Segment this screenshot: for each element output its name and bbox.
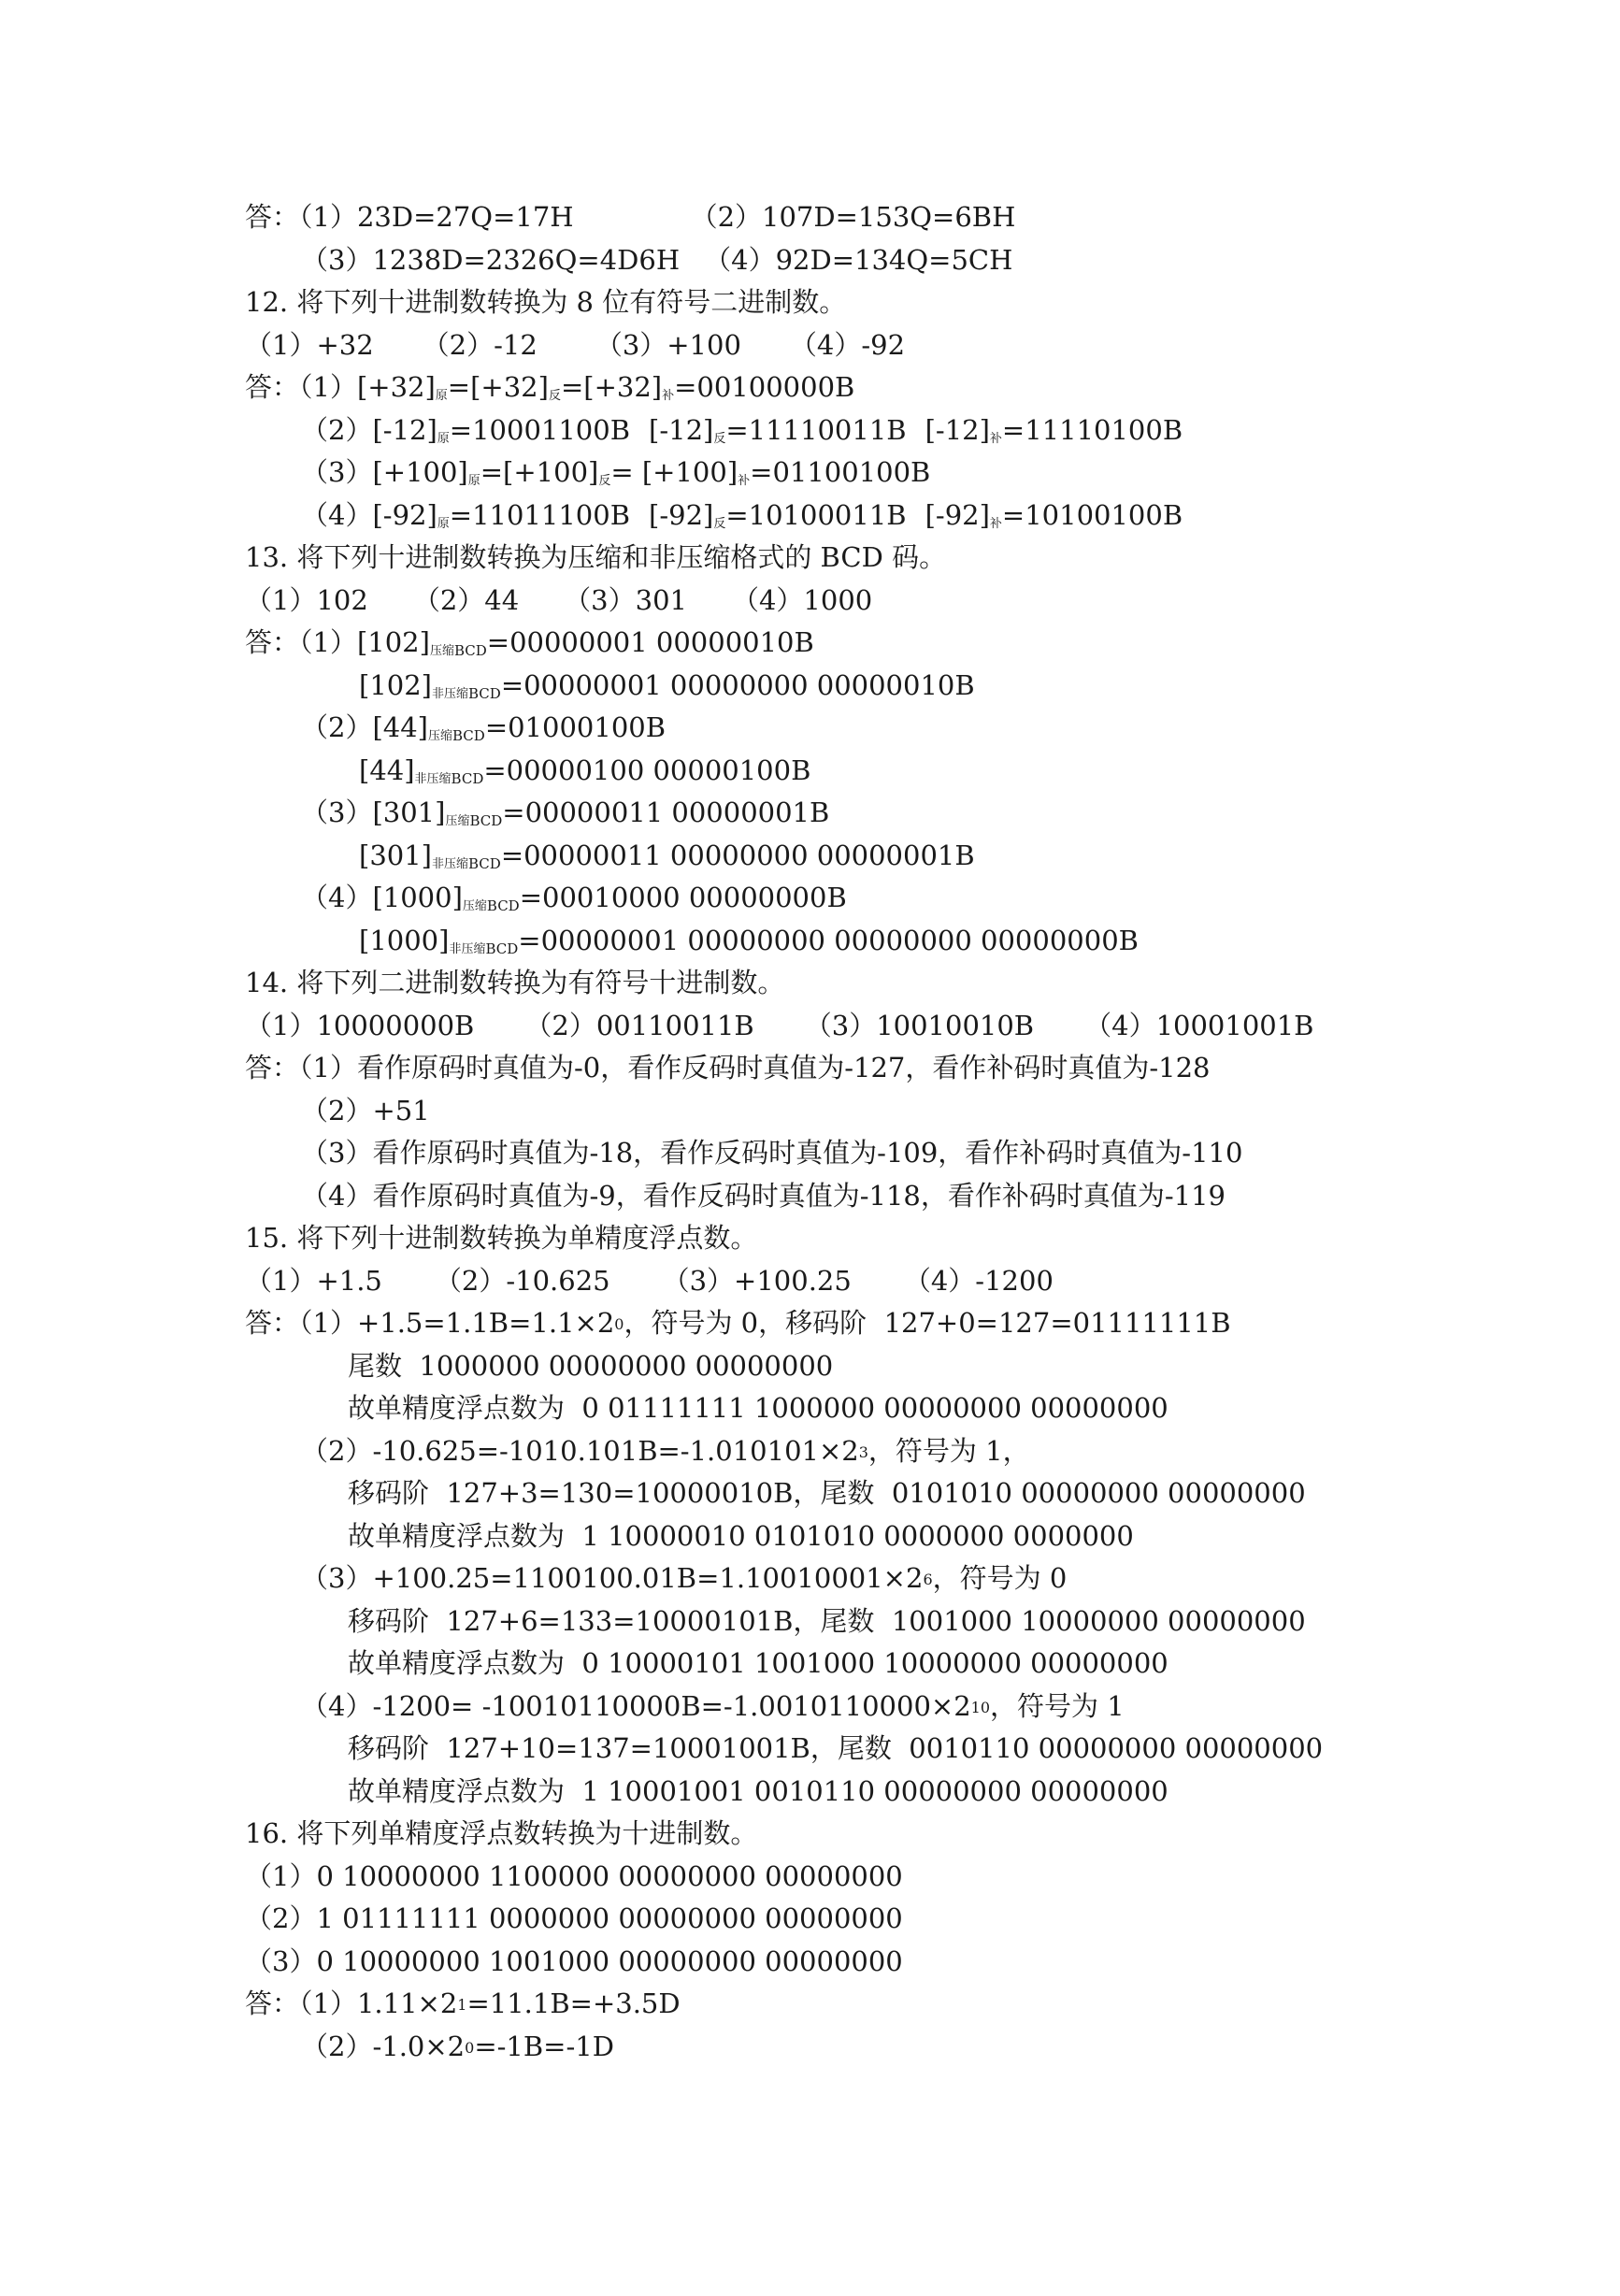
answer-line: （2）[-12] 原 =10001100B [-12] 反 =11110011B [-12] 补 =11110100B	[301, 413, 1183, 446]
answer-line: （2）[44] 压缩 BCD =01000100B	[301, 711, 667, 744]
answer-line: 故单精度浮点数为 0 10000101 1001000 10000000 00000000	[348, 1647, 1168, 1679]
question-items: （1）+1.5 （2）-10.625 （3）+100.25 （4）-1200	[245, 1264, 1054, 1297]
answer-line: （4）[1000] 压缩 BCD =00010000 00000000B	[301, 882, 847, 914]
answer-line: 答：（1）[+32] 原 =[+32] 反 =[+32] 补 =00100000B	[245, 371, 855, 403]
question-heading: 13. 将下列十进制数转换为压缩和非压缩格式的 BCD 码。	[245, 541, 947, 573]
answer-line	[245, 239, 1572, 282]
question-items: （1）10000000B （2）00110011B （3）10010010B （4）10001001B	[245, 1009, 1314, 1041]
answer-line: （3）[+100] 原 =[+100] 反 = [+100] 补 =01100100B	[301, 456, 931, 488]
question-item: （3）0 10000000 1001000 00000000 00000000	[245, 1944, 903, 1977]
question-items: （1）+32 （2）-12 （3）+100 （4）-92	[245, 328, 906, 361]
document-body	[245, 196, 1572, 2068]
answer-line: [44] 非压缩 BCD =00000100 00000100B	[359, 753, 811, 787]
answer-line: （2）-10.625=-1010.101B=-1.010101×2 $^3$ ，符号为 1，	[301, 1434, 1030, 1467]
question-item: （1）0 10000000 1100000 00000000 00000000	[245, 1859, 903, 1892]
answer-line: [301] 非压缩 BCD =00000011 00000000 00000001B	[359, 839, 975, 872]
answer-line: 答：（1）+1.5=1.1B=1.1×2 $^0$ ，符号为 0，移码阶 127+0=127=01111111B	[245, 1307, 1231, 1339]
answer-line: 移码阶 127+3=130=10000010B，尾数 0101010 00000000 00000000	[348, 1477, 1306, 1509]
answer-line: （4）看作原码时真值为-9，看作反码时真值为-118，看作补码时真值为-119	[301, 1179, 1226, 1212]
answer-text: 答：（1）23D=27Q=17H	[245, 201, 574, 233]
answer-line: 答：（1）[102] 压缩 BCD =00000001 00000010B	[245, 626, 814, 659]
question-heading: 12. 将下列十进制数转换为 8 位有符号二进制数。	[245, 286, 847, 318]
question-item: （2）1 01111111 0000000 00000000 00000000	[245, 1902, 903, 1934]
answer-text: （3）1238D=2326Q=4D6H	[301, 243, 681, 276]
answer-text: （4）92D=134Q=5CH	[704, 243, 1013, 276]
answer-line: （4）[-92] 原 =11011100B [-92] 反 =10100011B [-92] 补 =10100100B	[301, 498, 1183, 531]
answer-line: 故单精度浮点数为 0 01111111 1000000 00000000 00000000	[348, 1392, 1168, 1424]
answer-line: （3）[301] 压缩 BCD =00000011 00000001B	[301, 796, 830, 829]
answer-line: （3）+100.25=1100100.01B=1.10010001×2 $^6$ ，符号为 0	[301, 1562, 1068, 1594]
answer-line: 移码阶 127+10=137=10001001B，尾数 0010110 00000000 00000000	[348, 1732, 1324, 1764]
question-heading: 15. 将下列十进制数转换为单精度浮点数。	[245, 1222, 758, 1254]
answer-line	[245, 196, 1572, 239]
question-items: （1）102 （2）44 （3）301 （4）1000	[245, 583, 873, 616]
question-heading: 16. 将下列单精度浮点数转换为十进制数。	[245, 1817, 758, 1849]
answer-line: 答：（1）1.11×2 $^1$ =11.1B=+3.5D	[245, 1987, 681, 2019]
answer-line: （4）-1200= -10010110000B=-1.0010110000×2 $^{10}$ ，符号为 1	[301, 1689, 1125, 1722]
answer-line: （2）-1.0×2 $^0$ =-1B=-1D	[301, 2030, 614, 2062]
answer-line: 故单精度浮点数为 1 10001001 0010110 00000000 00000000	[348, 1774, 1168, 1807]
answer-line: 答：（1）看作原码时真值为-0，看作反码时真值为-127，看作补码时真值为-128	[245, 1052, 1211, 1083]
answer-line: （2）+51	[301, 1094, 430, 1126]
question-heading: 14. 将下列二进制数转换为有符号十进制数。	[245, 967, 785, 998]
answer-line: （3）看作原码时真值为-18，看作反码时真值为-109，看作补码时真值为-110	[301, 1137, 1243, 1169]
answer-line: [102] 非压缩 BCD =00000001 00000000 00000010B	[359, 668, 975, 702]
answer-text: （2）107D=153Q=6BH	[690, 201, 1016, 233]
answer-line: [1000] 非压缩 BCD =00000001 00000000 00000000 00000000B	[359, 924, 1139, 957]
answer-line: 移码阶 127+6=133=10000101B，尾数 1001000 10000000 00000000	[348, 1604, 1306, 1637]
answer-line: 故单精度浮点数为 1 10000010 0101010 0000000 0000000	[348, 1519, 1134, 1552]
answer-line: 尾数 1000000 00000000 00000000	[348, 1349, 834, 1382]
